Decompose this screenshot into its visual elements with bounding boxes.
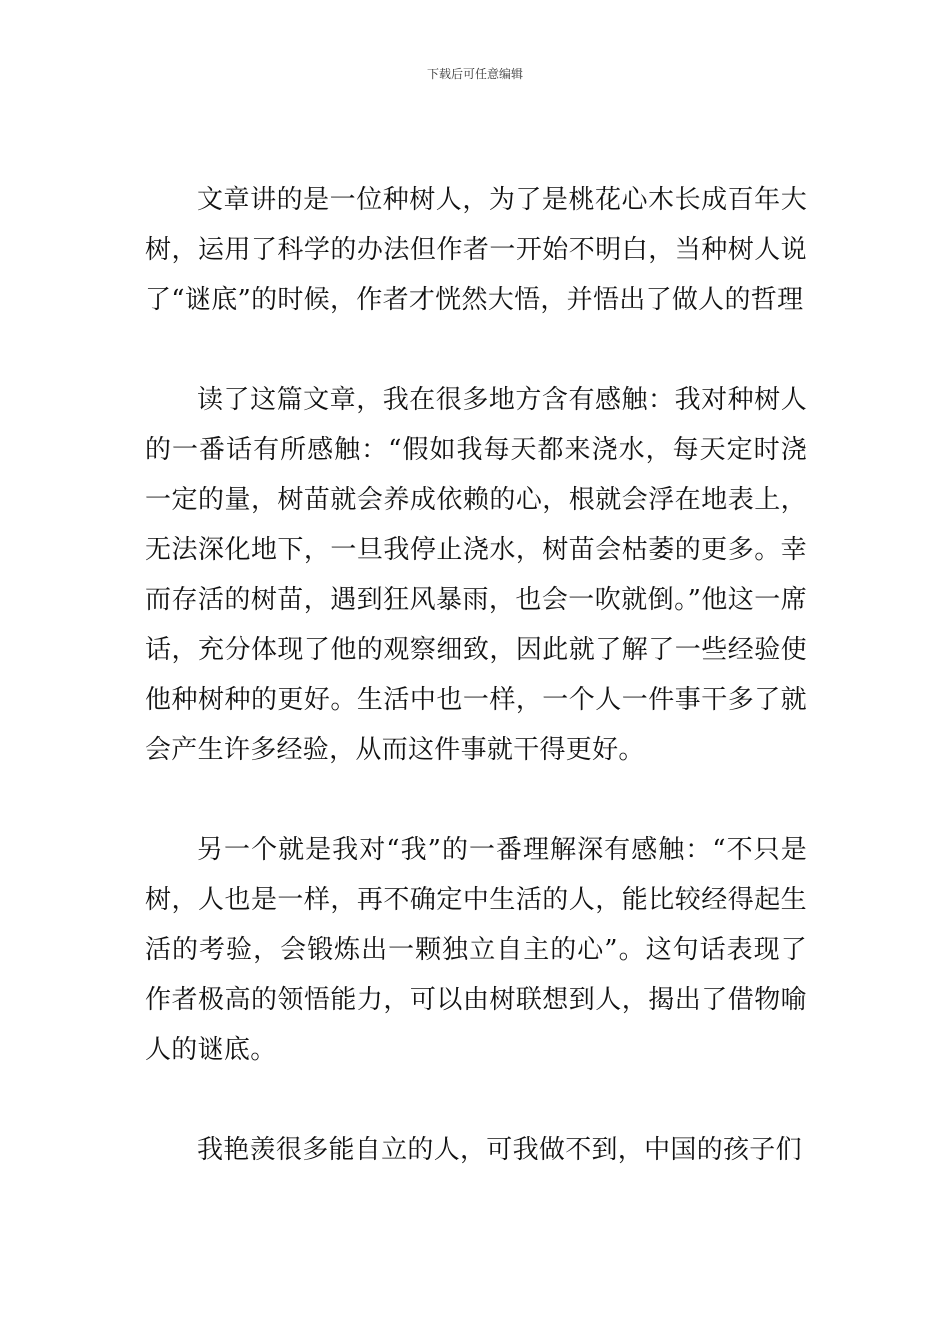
paragraph-3: 另一个就是我对“我”的一番理解深有感触：“不只是树，人也是一样，再不确定中生活的人，能比较经得起生活的考验，会锻炼出一颗独立自主的心”。这句话表现了作者极高的领悟能力，可以由树联想到人，揭出了借物喻人的谜底。 (145, 835, 807, 1065)
paragraph-1: 文章讲的是一位种树人，为了是桃花心木长成百年大树，运用了科学的办法但作者一开始不明白，当种树人说了“谜底”的时候，作者才恍然大悟，并悟出了做人的哲理 (145, 185, 807, 315)
paragraph-4: 我艳羡很多能自立的人，可我做不到，中国的孩子们 (197, 1135, 802, 1165)
paragraph-2: 读了这篇文章，我在很多地方含有感触：我对种树人的一番话有所感触：“假如我每天都来浇水，每天定时浇一定的量，树苗就会养成依赖的心，根就会浮在地表上，无法深化地下，一旦我停止浇水，树苗会枯萎的更多。幸而存活的树苗，遇到狂风暴雨，也会一吹就倒。”他这一席话，充分体现了他的观察细致，因此就了解了一些经验使他种树种的更好。生活中也一样，一个人一件事干多了就会产生许多经验，从而这件事就干得更好。 (145, 385, 807, 765)
page-header: 下载后可任意编辑 (426, 67, 523, 81)
document-body (145, 175, 807, 1225)
